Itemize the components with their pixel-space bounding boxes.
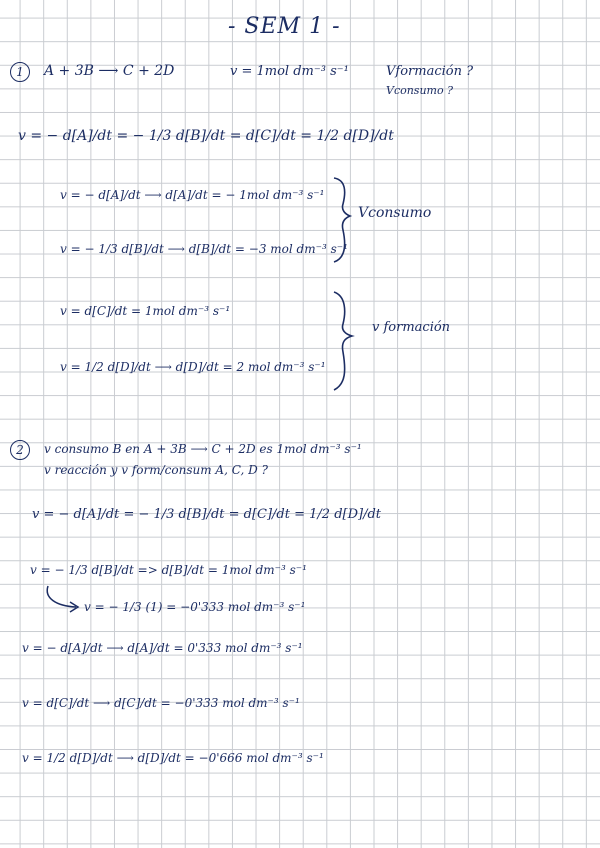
formation-label: v formación bbox=[372, 320, 451, 335]
problem-number-2: 2 bbox=[10, 440, 30, 460]
rate-calc-b: v = − 1/3 d[B]/dt => d[B]/dt = 1mol dm⁻³ s⁻¹ bbox=[30, 563, 307, 577]
rate-line-a: v = − d[A]/dt ⟶ d[A]/dt = − 1mol dm⁻³ s⁻¹ bbox=[60, 188, 325, 202]
brace-formation bbox=[334, 292, 352, 390]
problem-number-1: 1 bbox=[10, 62, 30, 82]
rate-line-c: v = d[C]/dt = 1mol dm⁻³ s⁻¹ bbox=[60, 304, 231, 318]
rate-calc-d: v = 1/2 d[D]/dt ⟶ d[D]/dt = −0'666 mol dm⁻³ s⁻¹ bbox=[22, 751, 324, 765]
given-rate-1: v = 1mol dm⁻³ s⁻¹ bbox=[230, 64, 349, 79]
reaction-equation-1: A + 3B ⟶ C + 2D bbox=[44, 63, 175, 79]
page-title: - SEM 1 - bbox=[228, 14, 341, 39]
question-consumption: Vconsumo ? bbox=[386, 84, 453, 97]
brace-consumption bbox=[334, 178, 350, 262]
rate-result: v = − 1/3 (1) = −0'333 mol dm⁻³ s⁻¹ bbox=[84, 600, 306, 614]
general-rate-expression-1: v = − d[A]/dt = − 1/3 d[B]/dt = d[C]/dt = 1/2 d[D]/dt bbox=[18, 128, 394, 144]
rate-calc-a: v = − d[A]/dt ⟶ d[A]/dt = 0'333 mol dm⁻³ s⁻¹ bbox=[22, 641, 303, 655]
general-rate-expression-2: v = − d[A]/dt = − 1/3 d[B]/dt = d[C]/dt = 1/2 d[D]/dt bbox=[32, 507, 382, 522]
question-formation: Vformación ? bbox=[386, 64, 474, 79]
rate-line-d: v = 1/2 d[D]/dt ⟶ d[D]/dt = 2 mol dm⁻³ s⁻¹ bbox=[60, 360, 326, 374]
problem-question-2: v reacción y v form/consum A, C, D ? bbox=[44, 463, 268, 477]
rate-calc-c: v = d[C]/dt ⟶ d[C]/dt = −0'333 mol dm⁻³ s⁻¹ bbox=[22, 696, 300, 710]
consumption-label: Vconsumo bbox=[358, 205, 432, 221]
rate-line-b: v = − 1/3 d[B]/dt ⟶ d[B]/dt = −3 mol dm⁻³ s⁻¹ bbox=[60, 242, 348, 256]
problem-statement-2: v consumo B en A + 3B ⟶ C + 2D es 1mol dm⁻³ s⁻¹ bbox=[44, 442, 362, 456]
